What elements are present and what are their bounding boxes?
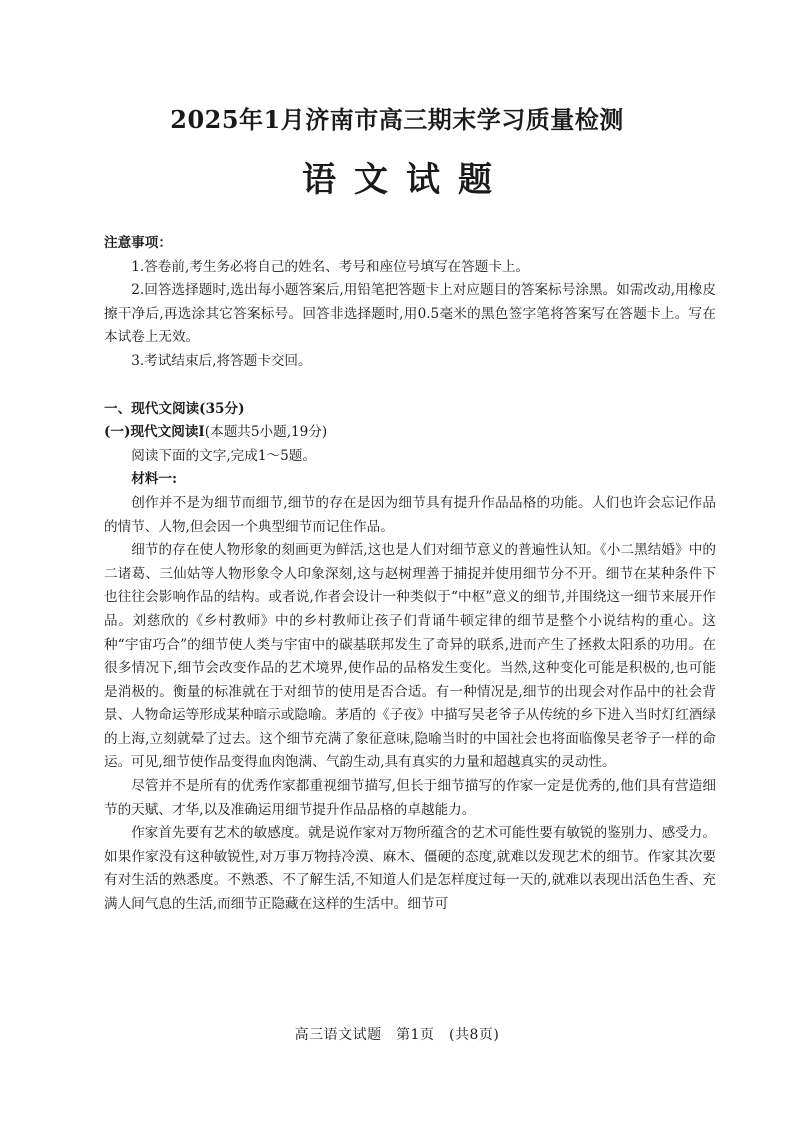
- paragraph-1: 创作并不是为细节而细节,细节的存在是因为细节具有提升作品品格的功能。人们也许会忘记作品的情节、人物,但会因一个典型细节而记住作品。: [104, 494, 716, 535]
- notice-item-3: 3.考试结束后,将答题卡交回。: [131, 352, 312, 369]
- page-footer: 高三语文试题 第1页 (共8页): [294, 1027, 500, 1043]
- material-label: 材料一:: [131, 471, 177, 488]
- section-spacer: [104, 374, 716, 398]
- subsection-heading-note: (本题共5小题,19分): [204, 424, 328, 441]
- paragraph-4: 作家首先要有艺术的敏感度。就是说作家对万物所蕴含的艺术可能性要有敏锐的鉴别力、感受力。如果作家没有这种敏锐性,对万事万物持冷漠、麻木、僵硬的态度,就难以发现艺术的细节。作家其次要有对生活的熟悉度。不熟悉、不了解生活,不知道人们是怎样度过每一天的,就难以表现出活色生香、充满人间气息的生活,而细节正隐藏在这样的生活中。细节可: [104, 825, 716, 913]
- notice-heading: 注意事项：: [104, 235, 172, 251]
- subsection-heading-bold: (一)现代文阅读Ⅰ: [104, 424, 205, 441]
- page-body: [104, 232, 716, 917]
- notice-item-2: 2.回答选择题时,选出每小题答案后,用铅笔把答题卡上对应题目的答案标号涂黑。如需改动,用橡皮擦干净后,再选涂其它答案标号。回答非选择题时,用0.5毫米的黑色签字笔将答案写在答题卡上。写在本试卷上无效。: [104, 282, 716, 346]
- paragraph-3: 尽管并不是所有的优秀作家都重视细节描写,但长于细节描写的作家一定是优秀的,他们具有营造细节的天赋、才华,以及准确运用细节提升作品品格的卓越能力。: [104, 778, 716, 818]
- notice-item-1: 1.答卷前,考生务必将自己的姓名、考号和座位号填写在答题卡上。: [131, 258, 530, 275]
- section-heading: 一、现代文阅读(35分): [104, 400, 245, 417]
- subject-title: 语文试题: [302, 160, 510, 200]
- exam-title: 2025年1月济南市高三期末学习质量检测: [170, 105, 624, 134]
- subsection-heading: [104, 421, 716, 445]
- reading-instruction: 阅读下面的文字,完成1～5题。: [131, 447, 316, 464]
- paragraph-2: 细节的存在使人物形象的刻画更为鲜活,这也是人们对细节意义的普遍性认知。《小二黑结婚》中的二诸葛、三仙姑等人物形象令人印象深刻,这与赵树理善于捕捉并使用细节分不开。细节在某种条件下也往往会影响作品的结构。或者说,作者会设计一种类似于“中枢”意义的细节,并围绕这一细节来展开作品。刘慈欣的《乡村教师》中的乡村教师让孩子们背诵牛顿定律的细节是整个小说结构的重心。这种“宇宙巧合”的细节使人类与宇宙中的碳基联邦发生了奇异的联系,进而产生了拯救太阳系的功用。在很多情况下,细节会改变作品的艺术境界,使作品的品格发生变化。当然,这种变化可能是积极的,也可能是消极的。衡量的标准就在于对细节的使用是否合适。有一种情况是,细节的出现会对作品中的社会背景、人物命运等形成某种暗示或隐喻。茅盾的《子夜》中描写吴老爷子从传统的乡下进入当时灯红酒绿的上海,立刻就晕了过去。这个细节充满了象征意味,隐喻当时的中国社会也将面临像吴老爷子一样的命运。可见,细节使作品变得血肉饱满、气韵生动,具有真实的力量和超越真实的灵动性。: [104, 542, 716, 771]
